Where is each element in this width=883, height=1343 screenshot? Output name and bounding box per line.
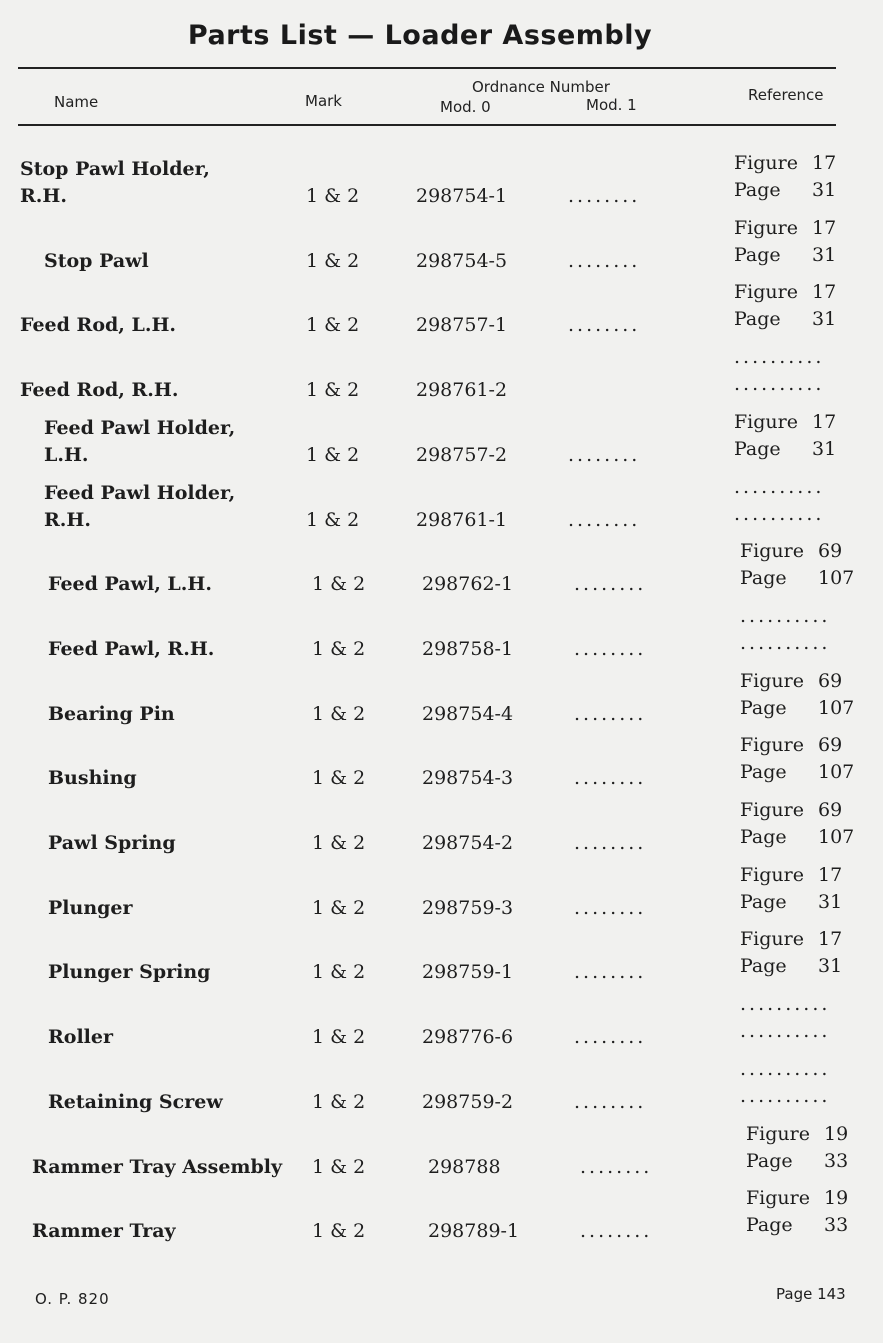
reference-line: [734, 242, 849, 269]
part-mark: 1 & 2: [312, 832, 366, 854]
part-mark: 1 & 2: [312, 896, 366, 919]
ordnance-mod1: ........: [574, 573, 647, 596]
part-name: Feed Rod, R.H.: [20, 379, 179, 402]
reference-cell: [734, 150, 849, 204]
ordnance-mod0: 298762-1: [422, 573, 514, 596]
ordnance-mod1: ........: [574, 961, 647, 984]
reference-dots: ..........: [740, 1057, 831, 1080]
part-mark: 1 & 2: [312, 1090, 366, 1113]
header-mod0: Mod. 0: [440, 98, 491, 116]
part-name: Bearing Pin: [48, 702, 175, 725]
reference-number: 31: [818, 890, 843, 913]
reference-label: Figure: [740, 540, 804, 563]
ordnance-mod1: ........: [568, 185, 641, 207]
reference-dots: ..........: [740, 993, 831, 1016]
reference-line: [740, 862, 855, 889]
ordnance-mod0: 298788: [428, 1155, 501, 1178]
header-top-rule: [18, 67, 836, 69]
part-mark: 1 & 2: [312, 1026, 366, 1049]
ordnance-mod0: 298761-2: [416, 379, 508, 402]
reference-line: [740, 759, 855, 786]
reference-number: 31: [812, 437, 837, 460]
table-row: [0, 926, 883, 990]
ordnance-mod0: 298754-1: [416, 185, 508, 207]
ordnance-mod1: ........: [568, 443, 641, 466]
part-name: Plunger: [48, 896, 133, 919]
reference-label: Figure: [734, 410, 798, 433]
page-title: Parts List — Loader Assembly: [187, 20, 653, 51]
part-mark: 1 & 2: [312, 961, 366, 984]
reference-dots: ..........: [740, 1084, 831, 1107]
table-row: [0, 1185, 883, 1249]
reference-line: [740, 603, 855, 630]
reference-line: [740, 630, 855, 657]
reference-number: 33: [824, 1149, 849, 1172]
header-name: Name: [54, 93, 99, 111]
reference-number: 107: [818, 761, 855, 784]
part-name: Rammer Tray: [32, 1220, 176, 1243]
table-row: [0, 279, 883, 343]
table-row: [0, 150, 883, 214]
reference-cell: [740, 668, 855, 722]
part-mark: 1 & 2: [306, 508, 360, 531]
part-name: Feed Pawl, L.H.: [48, 573, 212, 596]
reference-line: [740, 1018, 855, 1045]
reference-line: [734, 371, 849, 398]
reference-line: [740, 538, 855, 565]
part-name: Feed Pawl, R.H.: [48, 637, 215, 660]
table-row: [0, 991, 883, 1055]
header-reference: Reference: [748, 86, 824, 104]
reference-dots: ..........: [734, 502, 825, 525]
ordnance-mod0: 298754-3: [422, 767, 514, 790]
reference-line: [740, 953, 855, 980]
reference-dots: ..........: [740, 631, 831, 654]
part-name: Roller: [48, 1026, 113, 1049]
part-name: Bushing: [48, 767, 137, 790]
reference-number: 17: [812, 152, 837, 174]
reference-line: [734, 436, 849, 463]
reference-label: Figure: [740, 669, 804, 692]
part-name-line1: Stop Pawl Holder,: [20, 158, 210, 180]
reference-line: [740, 824, 855, 851]
reference-cell: [746, 1121, 861, 1175]
reference-line: [740, 797, 855, 824]
part-name: Retaining Screw: [48, 1090, 223, 1113]
ordnance-mod0: 298754-5: [416, 249, 508, 272]
reference-label: Figure: [740, 928, 804, 951]
reference-line: [740, 565, 855, 592]
header-mark: Mark: [305, 92, 342, 110]
reference-cell: [740, 603, 855, 657]
ordnance-mod1: ........: [574, 896, 647, 919]
reference-dots: ..........: [734, 475, 825, 498]
part-mark: 1 & 2: [306, 249, 360, 272]
ordnance-mod1: ........: [574, 767, 647, 790]
reference-cell: [734, 344, 849, 398]
reference-label: Page: [740, 761, 787, 784]
reference-cell: [740, 991, 855, 1045]
reference-number: 17: [812, 410, 837, 433]
reference-number: 17: [818, 863, 843, 886]
ordnance-mod0: 298757-2: [416, 443, 508, 466]
reference-line: [734, 474, 849, 501]
reference-line: [734, 344, 849, 371]
ordnance-mod1: ........: [568, 314, 641, 337]
reference-label: Page: [746, 1214, 793, 1237]
reference-label: Figure: [734, 281, 798, 304]
part-mark: 1 & 2: [312, 573, 366, 596]
reference-line: [734, 306, 849, 333]
reference-label: Page: [740, 696, 787, 719]
footer-page-number: Page 143: [776, 1285, 846, 1303]
table-row: [0, 1121, 883, 1185]
ordnance-mod0: 298759-1: [422, 961, 514, 984]
reference-line: [734, 279, 849, 306]
reference-number: 107: [818, 696, 855, 719]
reference-number: 69: [818, 799, 843, 821]
table-row: [0, 862, 883, 926]
reference-label: Figure: [740, 863, 804, 886]
reference-number: 19: [824, 1122, 849, 1145]
reference-number: 17: [812, 281, 837, 304]
ordnance-mod0: 298754-4: [422, 702, 514, 725]
reference-label: Figure: [740, 734, 804, 757]
reference-line: [740, 732, 855, 759]
reference-number: 31: [812, 308, 837, 331]
ordnance-mod0: 298759-2: [422, 1090, 514, 1113]
ordnance-mod1: ........: [568, 508, 641, 531]
table-row: [0, 603, 883, 667]
reference-label: Page: [740, 826, 787, 848]
table-row: [0, 538, 883, 602]
table-row: [0, 797, 883, 861]
part-mark: 1 & 2: [306, 185, 360, 207]
part-name-line1: Feed Pawl Holder,: [44, 481, 236, 504]
reference-number: 33: [824, 1214, 849, 1237]
reference-cell: [734, 409, 849, 463]
ordnance-mod1: ........: [580, 1220, 653, 1243]
ordnance-mod1: ........: [574, 702, 647, 725]
table-row: [0, 409, 883, 473]
footer-ordnance-pamphlet: O. P. 820: [35, 1290, 110, 1308]
reference-label: Figure: [734, 216, 798, 239]
part-name: R.H.: [44, 508, 91, 531]
ordnance-mod1: ........: [568, 249, 641, 272]
table-row: [0, 732, 883, 796]
reference-line: [734, 150, 849, 177]
reference-line: [740, 1083, 855, 1110]
reference-label: Page: [740, 955, 787, 978]
part-name: Rammer Tray Assembly: [32, 1155, 283, 1178]
reference-cell: [734, 279, 849, 333]
part-name: Stop Pawl: [44, 249, 149, 272]
part-name: Plunger Spring: [48, 961, 211, 984]
reference-line: [734, 501, 849, 528]
reference-number: 107: [818, 826, 855, 848]
reference-line: [734, 215, 849, 242]
ordnance-mod1: ........: [574, 637, 647, 660]
part-name-line1: Feed Pawl Holder,: [44, 416, 236, 439]
reference-label: Page: [734, 437, 781, 460]
header-ordnance-number: Ordnance Number: [472, 78, 610, 96]
reference-label: Page: [740, 890, 787, 913]
part-mark: 1 & 2: [312, 637, 366, 660]
part-name: R.H.: [20, 185, 67, 207]
reference-number: 69: [818, 734, 843, 757]
reference-number: 107: [818, 567, 855, 590]
table-row: [0, 344, 883, 408]
reference-number: 31: [812, 179, 837, 201]
reference-label: Page: [746, 1149, 793, 1172]
reference-line: [746, 1212, 861, 1239]
reference-number: 31: [812, 243, 837, 266]
reference-line: [740, 889, 855, 916]
reference-line: [746, 1185, 861, 1212]
reference-label: Figure: [734, 152, 798, 174]
part-mark: 1 & 2: [312, 1155, 366, 1178]
reference-line: [734, 177, 849, 204]
reference-number: 17: [812, 216, 837, 239]
reference-dots: ..........: [740, 1020, 831, 1043]
reference-label: Page: [734, 243, 781, 266]
reference-line: [734, 409, 849, 436]
ordnance-mod1: ........: [574, 832, 647, 854]
table-row: [0, 668, 883, 732]
reference-cell: [740, 797, 855, 851]
reference-label: Page: [734, 308, 781, 331]
ordnance-mod0: 298757-1: [416, 314, 508, 337]
part-mark: 1 & 2: [312, 1220, 366, 1243]
header-bottom-rule: [18, 124, 836, 126]
part-mark: 1 & 2: [312, 767, 366, 790]
reference-number: 19: [824, 1187, 849, 1210]
reference-line: [746, 1148, 861, 1175]
part-mark: 1 & 2: [306, 443, 360, 466]
reference-cell: [740, 862, 855, 916]
table-row: [0, 474, 883, 538]
part-name: Feed Rod, L.H.: [20, 314, 177, 337]
table-row: [0, 1056, 883, 1120]
reference-label: Figure: [746, 1122, 810, 1145]
reference-cell: [734, 474, 849, 528]
reference-cell: [740, 926, 855, 980]
reference-label: Figure: [740, 799, 804, 821]
ordnance-mod1: ........: [574, 1090, 647, 1113]
reference-label: Figure: [746, 1187, 810, 1210]
part-mark: 1 & 2: [312, 702, 366, 725]
ordnance-mod0: 298761-1: [416, 508, 508, 531]
reference-line: [746, 1121, 861, 1148]
ordnance-mod0: 298759-3: [422, 896, 514, 919]
part-name: L.H.: [44, 443, 89, 466]
part-name: Pawl Spring: [48, 832, 176, 854]
reference-cell: [740, 538, 855, 592]
reference-label: Page: [740, 567, 787, 590]
reference-cell: [746, 1185, 861, 1239]
reference-dots: ..........: [740, 604, 831, 627]
reference-cell: [740, 1056, 855, 1110]
reference-dots: ..........: [734, 373, 825, 396]
header-mod1: Mod. 1: [586, 96, 637, 114]
ordnance-mod1: ........: [574, 1026, 647, 1049]
part-mark: 1 & 2: [306, 379, 360, 402]
table-row: [0, 215, 883, 279]
reference-line: [740, 1056, 855, 1083]
reference-number: 17: [818, 928, 843, 951]
ordnance-mod0: 298789-1: [428, 1220, 520, 1243]
reference-number: 69: [818, 540, 843, 563]
reference-cell: [740, 732, 855, 786]
part-mark: 1 & 2: [306, 314, 360, 337]
ordnance-mod0: 298754-2: [422, 832, 514, 854]
ordnance-mod1: ........: [580, 1155, 653, 1178]
reference-line: [740, 926, 855, 953]
reference-line: [740, 991, 855, 1018]
reference-number: 31: [818, 955, 843, 978]
reference-line: [740, 695, 855, 722]
reference-label: Page: [734, 179, 781, 201]
reference-number: 69: [818, 669, 843, 692]
ordnance-mod0: 298758-1: [422, 637, 514, 660]
reference-line: [740, 668, 855, 695]
ordnance-mod0: 298776-6: [422, 1026, 514, 1049]
reference-dots: ..........: [734, 346, 825, 369]
reference-cell: [734, 215, 849, 269]
